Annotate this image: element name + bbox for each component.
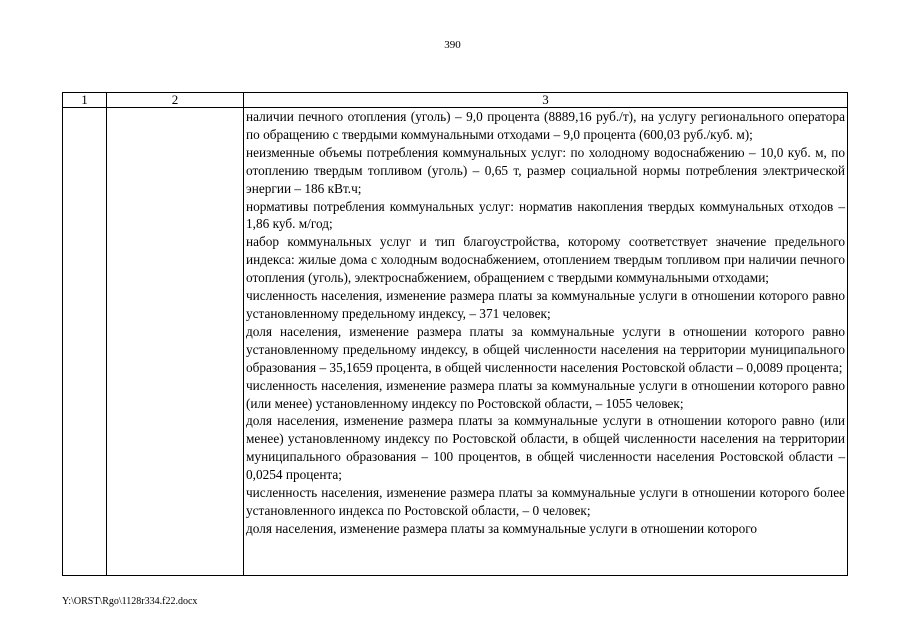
paragraph-3: нормативы потребления коммунальных услуг: норматив накопления твердых коммунальных отходов – 1,86 куб. м/год; — [246, 198, 845, 232]
column-header-2: 2 — [107, 93, 244, 108]
table-header-row — [63, 93, 848, 108]
table-row — [63, 108, 848, 576]
page-number: 390 — [444, 39, 461, 51]
column-header-1: 1 — [63, 93, 107, 108]
paragraph-7: численность населения, изменение размера платы за коммунальные услуги в отношении которого равно (или менее) установленному индексу по Ростовской области, – 1055 человек; — [246, 377, 845, 411]
paragraph-5: численность населения, изменение размера платы за коммунальные услуги в отношении которого равно установленному предельному индексу, – 371 человек; — [246, 288, 845, 321]
table-cell-column-3 — [244, 108, 848, 576]
paragraph-9: численность населения, изменение размера платы за коммунальные услуги в отношении которого более установленного индекса по Ростовской области, – 0 человек; — [246, 485, 845, 518]
column-header-3: 3 — [244, 93, 848, 108]
paragraph-6: доля населения, изменение размера платы за коммунальные услуги в отношении которого равно установленному предельному индексу, в общей численности населения на территории муниципального образования – 35,1659 процента, в общей численности населения Ростовской области – 0,0089 процента; — [246, 323, 845, 375]
paragraph-1: наличии печного отопления (уголь) – 9,0 процента (8889,16 руб./т), на услугу регионального оператора по обращению с твердыми коммунальными отходами – 9,0 процента (600,03 руб./куб. м); — [246, 109, 845, 142]
paragraph-10: доля населения, изменение размера платы за коммунальные услуги в отношении которого — [246, 520, 758, 536]
document-table — [62, 92, 848, 576]
table-cell-column-1 — [63, 108, 107, 576]
paragraph-8: доля населения, изменение размера платы за коммунальные услуги в отношении которого равно (или менее) установленному индексу по Ростовской области, в общей численности населения на территории муниципального образования – 100 процентов, в общей численности населения Ростовской области – 0,0254 процента; — [246, 413, 845, 483]
table-cell-column-2 — [107, 108, 244, 576]
paragraph-2: неизменные объемы потребления коммунальных услуг: по холодному водоснабжению – 10,0 куб. м, по отоплению твердым топливом (уголь) – 0,65 т, размер социальной нормы потребления электрической энергии – 186 кВт.ч; — [246, 144, 845, 196]
paragraph-4: набор коммунальных услуг и тип благоустройства, которому соответствует значение предельного индекса: жилые дома с холодным водоснабжением, отоплением твердым топливом при наличии печного отопления (уголь), электроснабжением, обращением с твердыми коммунальными отходами; — [246, 234, 845, 286]
footer-file-path: Y:\ORST\Rgo\1128r334.f22.docx — [62, 596, 198, 607]
